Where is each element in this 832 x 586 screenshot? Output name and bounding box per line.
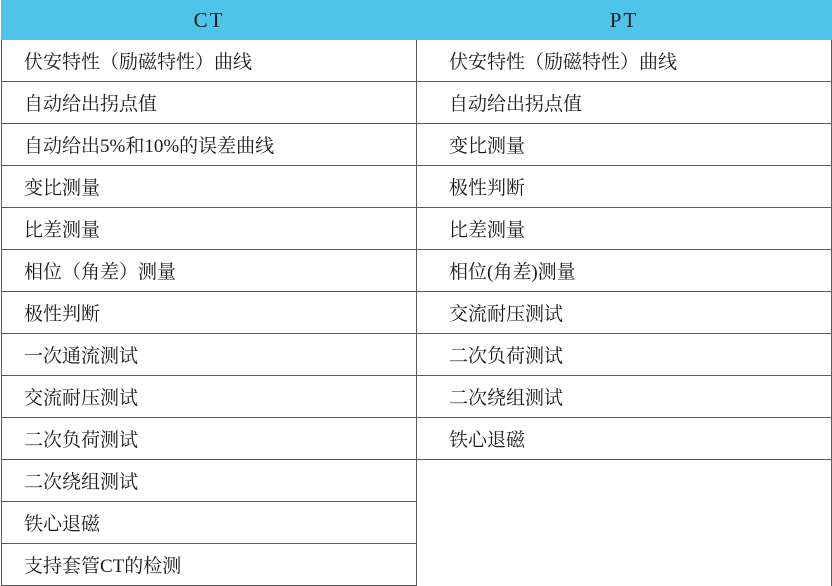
table-row xyxy=(2,292,832,334)
ct-feature-cell: 自动给出5%和10%的误差曲线 xyxy=(2,124,417,166)
table-row xyxy=(2,334,832,376)
ct-feature-cell: 相位（角差）测量 xyxy=(2,250,417,292)
ct-feature-cell: 二次负荷测试 xyxy=(2,418,417,460)
ct-feature-cell: 一次通流测试 xyxy=(2,334,417,376)
table-body xyxy=(2,40,832,586)
pt-feature-cell: 自动给出拐点值 xyxy=(417,82,832,124)
table-row xyxy=(2,460,832,502)
table-row xyxy=(2,40,832,82)
pt-feature-cell: 相位(角差)测量 xyxy=(417,250,832,292)
pt-feature-cell: 变比测量 xyxy=(417,124,832,166)
table-row xyxy=(2,124,832,166)
column-header-ct: CT xyxy=(2,1,417,40)
ct-feature-cell: 自动给出拐点值 xyxy=(2,82,417,124)
table-row xyxy=(2,250,832,292)
pt-feature-cell: 二次绕组测试 xyxy=(417,376,832,418)
ct-feature-cell: 比差测量 xyxy=(2,208,417,250)
ct-feature-cell: 极性判断 xyxy=(2,292,417,334)
ct-pt-feature-table xyxy=(1,0,832,586)
pt-feature-cell: 二次负荷测试 xyxy=(417,334,832,376)
pt-feature-cell: 铁心退磁 xyxy=(417,418,832,460)
column-header-pt: PT xyxy=(417,1,832,40)
table-row xyxy=(2,376,832,418)
pt-feature-cell: 交流耐压测试 xyxy=(417,292,832,334)
ct-feature-cell: 铁心退磁 xyxy=(2,502,417,544)
pt-feature-cell: 伏安特性（励磁特性）曲线 xyxy=(417,40,832,82)
table-row xyxy=(2,418,832,460)
pt-feature-cell-empty xyxy=(417,502,832,544)
table-row xyxy=(2,166,832,208)
ct-feature-cell: 伏安特性（励磁特性）曲线 xyxy=(2,40,417,82)
pt-feature-cell-empty xyxy=(417,460,832,502)
pt-feature-cell: 比差测量 xyxy=(417,208,832,250)
pt-feature-cell: 极性判断 xyxy=(417,166,832,208)
ct-feature-cell: 二次绕组测试 xyxy=(2,460,417,502)
ct-feature-cell: 支持套管CT的检测 xyxy=(2,544,417,586)
table-row xyxy=(2,82,832,124)
table-row xyxy=(2,502,832,544)
ct-feature-cell: 变比测量 xyxy=(2,166,417,208)
table-row xyxy=(2,208,832,250)
ct-feature-cell: 交流耐压测试 xyxy=(2,376,417,418)
table-header-row xyxy=(2,1,832,40)
